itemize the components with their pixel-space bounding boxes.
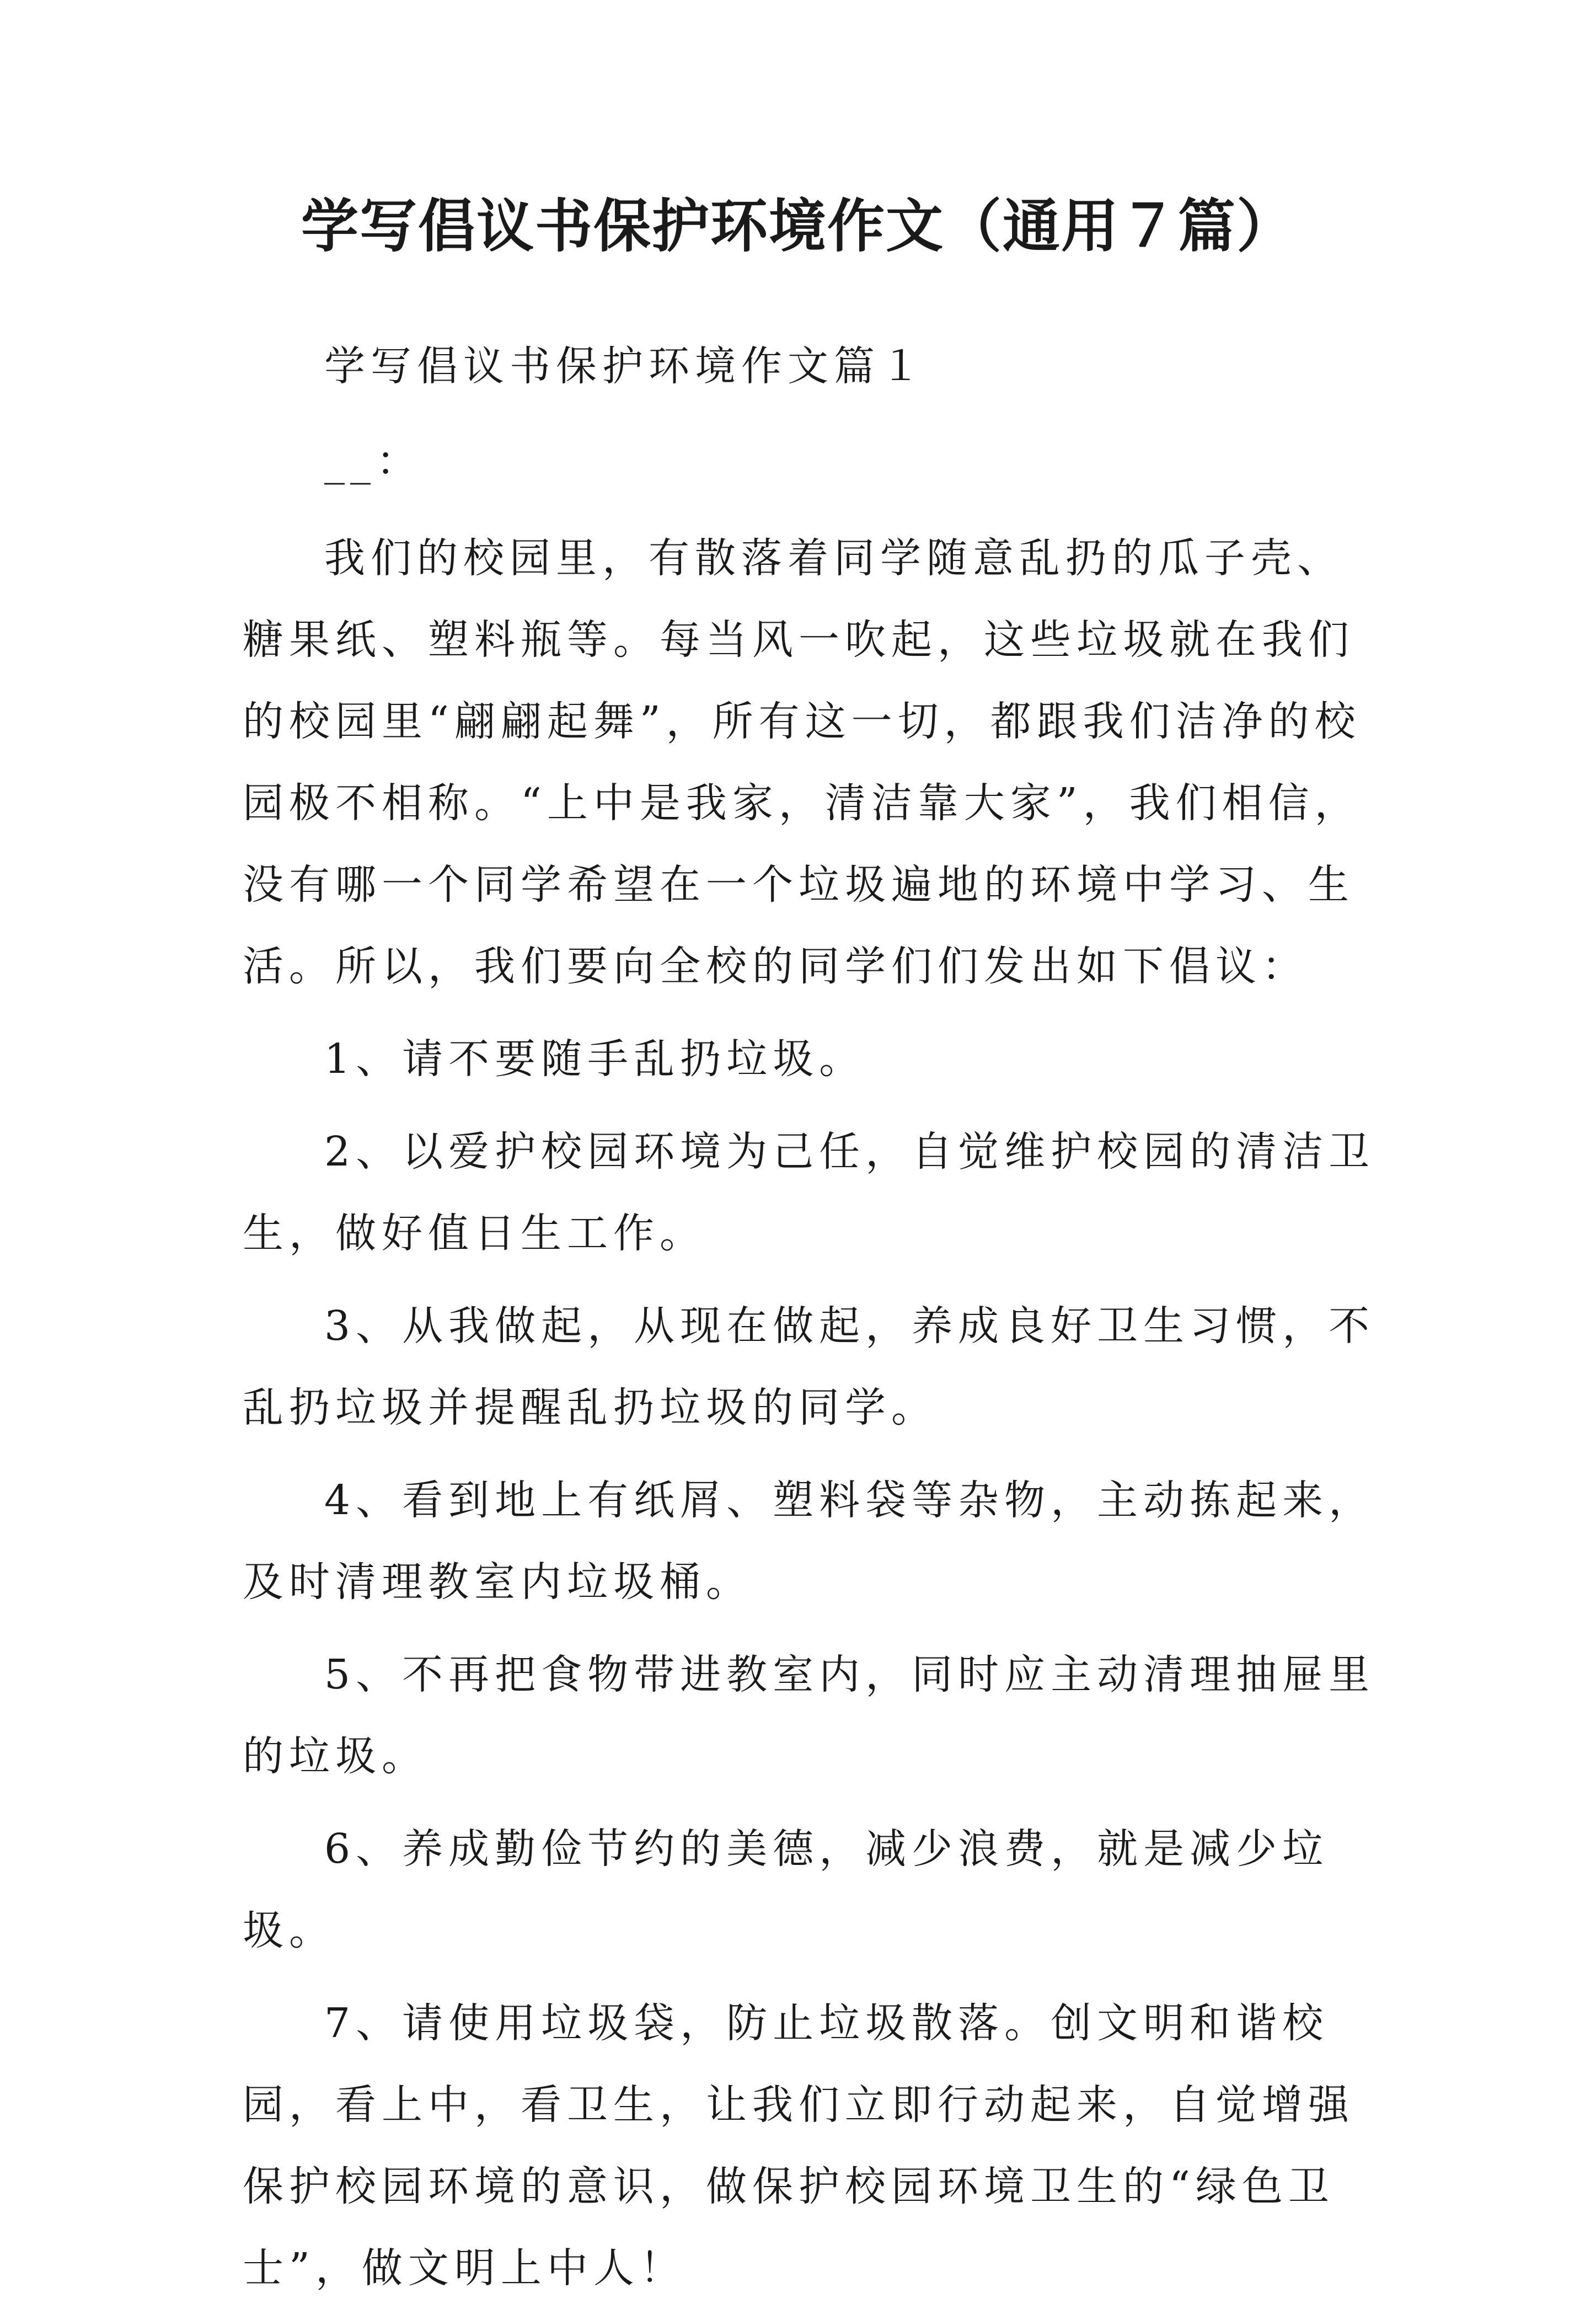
page-title: 学写倡议书保护环境作文（通用７篇） <box>301 192 1295 260</box>
proposal-item-5: 5、不再把食物带进教室内，同时应主动清理抽屉里的垃圾。 <box>243 1651 1375 1780</box>
proposal-item-3: 3、从我做起，从现在做起，养成良好卫生习惯，不乱扔垃圾并提醒乱扔垃圾的同学。 <box>243 1302 1375 1431</box>
proposal-item-7: 7、请使用垃圾袋，防止垃圾散落。创文明和谐校园，看上中，看卫生，让我们立即行动起来，自觉增强保护校园环境的意识，做保护校园环境卫生的“绿色卫士”，做文明上中人！ <box>243 2000 1354 2292</box>
document-body <box>243 325 1379 2320</box>
proposal-item-6: 6、养成勤俭节约的美德，减少浪费，就是减少垃圾。 <box>243 1825 1329 1954</box>
proposal-item-2: 2、以爱护校园环境为己任，自觉维护校园的清洁卫生，做好值日生工作。 <box>243 1128 1375 1257</box>
paragraph-intro: 我们的校园里，有散落着同学随意乱扔的瓜子壳、糖果纸、塑料瓶等。每当风一吹起，这些垃圾就在我们的校园里“翩翩起舞”，所有这一切，都跟我们洁净的校园极不相称。“上中是我家，清洁靠大家”，我们相信，没有哪一个同学希望在一个垃圾遍地的环境中学习、生活。所以，我们要向全校的同学们们发出如下倡议： <box>243 534 1361 990</box>
section-heading: 学写倡议书保护环境作文篇１ <box>324 343 926 390</box>
salutation: __： <box>324 437 422 485</box>
proposal-item-4: 4、看到地上有纸屑、塑料袋等杂物，主动拣起来，及时清理教室内垃圾桶。 <box>243 1477 1375 1606</box>
proposal-item-1: 1、请不要随手乱扔垃圾。 <box>324 1035 866 1083</box>
